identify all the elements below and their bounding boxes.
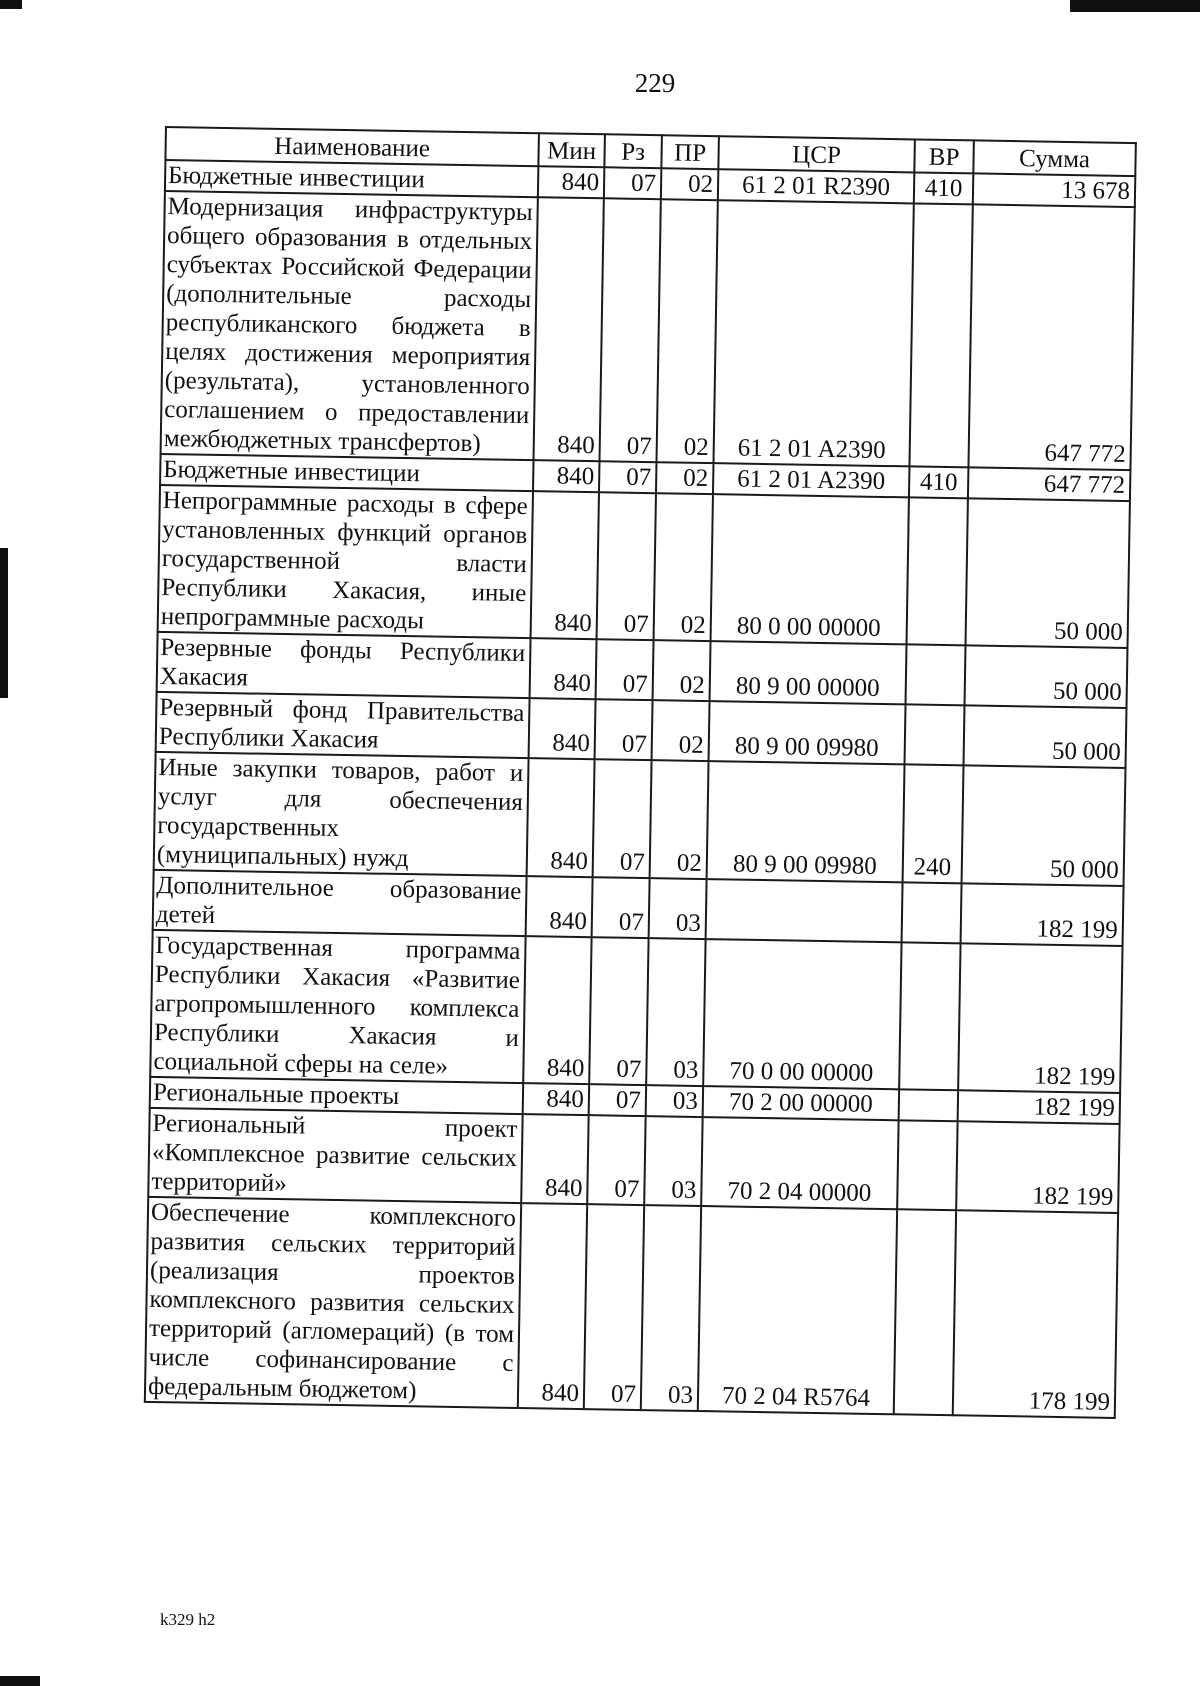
- row-rz: 07: [599, 461, 657, 493]
- column-header-vr: ВР: [914, 139, 974, 173]
- row-csr: 70 2 04 R5764: [698, 1206, 897, 1414]
- row-vr: 410: [909, 466, 969, 498]
- row-sum: 647 772: [968, 204, 1134, 470]
- row-vr: [899, 1089, 959, 1121]
- row-rz: 07: [597, 492, 656, 640]
- row-name: Региональные проекты: [150, 1077, 523, 1114]
- row-rz: 07: [604, 167, 662, 199]
- row-sum: 647 772: [968, 467, 1130, 501]
- row-pr: 03: [641, 1205, 701, 1411]
- row-csr: 61 2 01 R2390: [718, 169, 914, 203]
- row-min: 840: [521, 1114, 588, 1204]
- row-min: 840: [529, 698, 596, 759]
- table-row: [148, 1108, 1119, 1213]
- row-vr: [899, 942, 960, 1090]
- row-name: Государственная программа Республики Хакасия «Развитие агропромышленного комплекса Республики Хакасия и социальной сферы на селе»: [150, 930, 525, 1083]
- row-pr: 02: [652, 700, 710, 761]
- row-sum: 182 199: [956, 1121, 1119, 1213]
- table-row: [154, 752, 1126, 886]
- row-csr: 80 0 00 00000: [711, 494, 909, 644]
- row-name: Резервный фонд Правительства Республики Хакасия: [156, 692, 530, 758]
- row-csr: 70 2 00 00000: [703, 1086, 899, 1120]
- row-pr: 02: [654, 493, 713, 641]
- row-vr: [897, 1120, 957, 1210]
- row-rz: 07: [587, 1115, 645, 1205]
- row-min: 840: [526, 876, 593, 937]
- row-rz: 07: [584, 1204, 644, 1410]
- row-min: 840: [518, 1203, 587, 1409]
- scan-edge-mark-left-side: [0, 548, 8, 698]
- row-name: Модернизация инфраструктуры общего образования в отдельных субъектах Российской Федерации (дополнительные расходы республиканского бюджета в целях достижения мероприятия (результата), установленного соглашением о предоставлении межбюджетных трансфертов): [161, 191, 538, 460]
- row-sum: 182 199: [958, 943, 1122, 1093]
- row-rz: 07: [595, 699, 653, 760]
- row-pr: 03: [649, 878, 707, 939]
- row-pr: 02: [656, 462, 714, 494]
- row-name: Обеспечение комплексного развития сельских территорий (реализация проектов комплексного развития сельских территорий (агломераций) (в том числе софинансирование с федеральным бюджетом): [145, 1197, 521, 1408]
- row-name: Иные закупки товаров, работ и услуг для обеспечения государственных (муниципальных) нужд: [154, 752, 529, 876]
- table-row: [158, 485, 1130, 648]
- row-vr: [909, 203, 972, 467]
- table-row: [145, 1197, 1118, 1418]
- row-pr: 02: [650, 760, 709, 879]
- row-sum: 182 199: [958, 1090, 1120, 1124]
- row-pr: 03: [644, 1116, 702, 1206]
- scan-edge-mark-bottom-left: [0, 1676, 40, 1686]
- row-csr: 61 2 01 A2390: [713, 200, 913, 466]
- row-rz: 07: [592, 877, 650, 938]
- scan-edge-mark-top-right: [1070, 0, 1200, 12]
- row-rz: 07: [589, 937, 648, 1085]
- table-row: [150, 930, 1122, 1093]
- row-pr: 03: [646, 938, 705, 1086]
- column-header-pr: ПР: [661, 135, 719, 169]
- row-sum: 182 199: [961, 883, 1124, 946]
- row-pr: 02: [661, 168, 719, 200]
- row-min: 840: [530, 638, 597, 699]
- row-name: Непрограммные расходы в сфере установленных функций органов государственной власти Республики Хакасия, иные непрограммные расходы: [158, 485, 533, 638]
- column-header-name: Наименование: [165, 127, 538, 166]
- row-vr: [906, 644, 966, 705]
- row-rz: 07: [600, 198, 661, 462]
- row-vr: 240: [903, 764, 964, 883]
- column-header-min: Мин: [538, 133, 605, 167]
- row-rz: 07: [589, 1084, 647, 1116]
- row-min: 840: [523, 1083, 590, 1115]
- row-vr: [894, 1209, 956, 1415]
- row-sum: 13 678: [973, 173, 1135, 207]
- row-csr: 70 2 04 00000: [701, 1117, 898, 1209]
- row-name: Дополнительное образование детей: [153, 870, 527, 936]
- row-csr: 70 0 00 00000: [703, 939, 901, 1089]
- row-name: Бюджетные инвестиции: [160, 454, 533, 491]
- row-min: 840: [538, 166, 605, 198]
- row-name: Резервные фонды Республики Хакасия: [157, 632, 531, 698]
- row-vr: [907, 497, 968, 645]
- row-sum: 50 000: [965, 498, 1129, 648]
- row-csr: 80 9 00 09980: [709, 701, 906, 764]
- scan-edge-mark-top-left: [0, 0, 22, 9]
- row-sum: 50 000: [962, 765, 1126, 886]
- row-pr: 02: [653, 640, 711, 701]
- row-rz: 07: [596, 639, 654, 700]
- row-sum: 50 000: [964, 705, 1127, 768]
- column-header-rz: Рз: [604, 134, 662, 168]
- row-sum: 50 000: [965, 645, 1128, 708]
- row-min: 840: [523, 936, 591, 1084]
- row-min: 840: [527, 758, 595, 877]
- row-min: 840: [533, 460, 600, 492]
- row-csr: [706, 879, 903, 942]
- row-rz: 07: [593, 759, 652, 878]
- row-vr: 410: [914, 172, 974, 204]
- row-name: Региональный проект «Комплексное развитие сельских территорий»: [148, 1108, 522, 1203]
- row-pr: 02: [656, 199, 717, 463]
- row-sum: 178 199: [953, 1210, 1118, 1418]
- row-csr: 61 2 01 A2390: [713, 463, 909, 497]
- table-row: [161, 191, 1135, 470]
- row-csr: 80 9 00 09980: [707, 761, 905, 882]
- row-min: 840: [534, 197, 604, 461]
- row-csr: 80 9 00 00000: [710, 641, 907, 704]
- row-vr: [902, 882, 962, 943]
- row-pr: 03: [646, 1085, 704, 1117]
- column-header-csr: ЦСР: [718, 136, 915, 172]
- page-number: 229: [634, 68, 676, 98]
- budget-table: [144, 126, 1137, 1419]
- row-name: Бюджетные инвестиции: [165, 160, 538, 197]
- row-min: 840: [531, 491, 599, 639]
- document-footer-code: k329 h2: [160, 1610, 216, 1629]
- row-vr: [905, 704, 965, 765]
- column-header-sum: Сумма: [973, 140, 1136, 176]
